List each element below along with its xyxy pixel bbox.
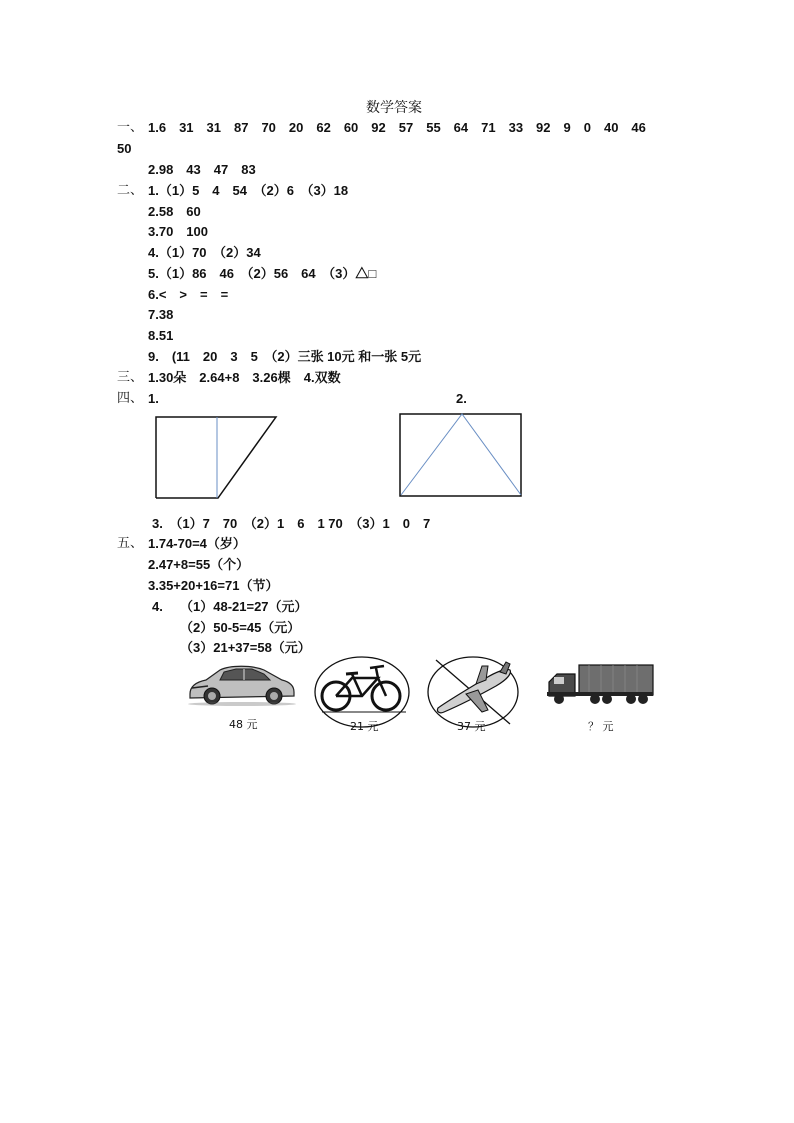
section-five-item4-sub: （1）48-21=27（元） bbox=[180, 599, 308, 614]
section-two-item: 8.51 bbox=[148, 328, 174, 343]
figure-2-rectangle-triangle bbox=[395, 409, 527, 501]
section-five-item: 1.74-70=4（岁） bbox=[148, 536, 246, 551]
truck-icon bbox=[545, 662, 657, 706]
section-one-line2: 2.98 43 47 83 bbox=[148, 162, 256, 177]
section-five-item: 2.47+8=55（个） bbox=[148, 557, 250, 572]
section-two-item: 4.（1）70 （2）34 bbox=[148, 245, 261, 260]
section-two-item: 9. (11 20 3 5 （2）三张 10元 和一张 5元 bbox=[148, 349, 422, 364]
section-two-item: 5.（1）86 46 （2）56 64 （3）△□ bbox=[148, 266, 377, 281]
section-four-item3: 3. （1）7 70 （2）1 6 1 70 （3）1 0 7 bbox=[152, 516, 431, 531]
section-three-text: 1.30朵 2.64+8 3.26棵 4.双数 bbox=[148, 370, 341, 385]
section-five-item4-sub: （2）50-5=45（元） bbox=[180, 620, 301, 635]
section-two-item: 7.38 bbox=[148, 307, 174, 322]
section-one-line1: 1.6 31 31 87 70 20 62 60 92 57 55 64 71 33 92 9 0 40 46 bbox=[148, 120, 646, 135]
section-two-item: 3.70 100 bbox=[148, 224, 208, 239]
section-five-item4-sub: （3）21+37=58（元） bbox=[180, 640, 311, 655]
figure-1-label: 1. bbox=[148, 391, 159, 406]
section-five-item4-lead: 4. bbox=[152, 599, 163, 614]
truck-price: ？ 元 bbox=[588, 720, 614, 733]
figure-2-label: 2. bbox=[456, 391, 467, 406]
section-five-item: 3.35+20+16=71（节） bbox=[148, 578, 279, 593]
bicycle-price: 21 元 bbox=[350, 720, 379, 733]
section-five-marker: 五、 bbox=[117, 536, 144, 551]
section-two-item: 1.（1）5 4 54 （2）6 （3）18 bbox=[148, 183, 349, 198]
section-two-item: 6.< > = = bbox=[148, 287, 229, 302]
section-one-marker: 一、 bbox=[117, 120, 144, 135]
section-two-item: 2.58 60 bbox=[148, 204, 201, 219]
section-two-marker: 二、 bbox=[117, 183, 144, 198]
section-four-marker: 四、 bbox=[117, 391, 144, 406]
car-price: 48 元 bbox=[229, 718, 258, 731]
airplane-price: 37 元 bbox=[457, 720, 486, 733]
figure-1-parallelogram bbox=[150, 412, 282, 504]
car-icon bbox=[186, 660, 298, 708]
page-title: 数学答案 bbox=[366, 100, 422, 116]
section-one-line1-wrap: 50 bbox=[117, 141, 132, 156]
section-three-marker: 三、 bbox=[117, 370, 144, 385]
